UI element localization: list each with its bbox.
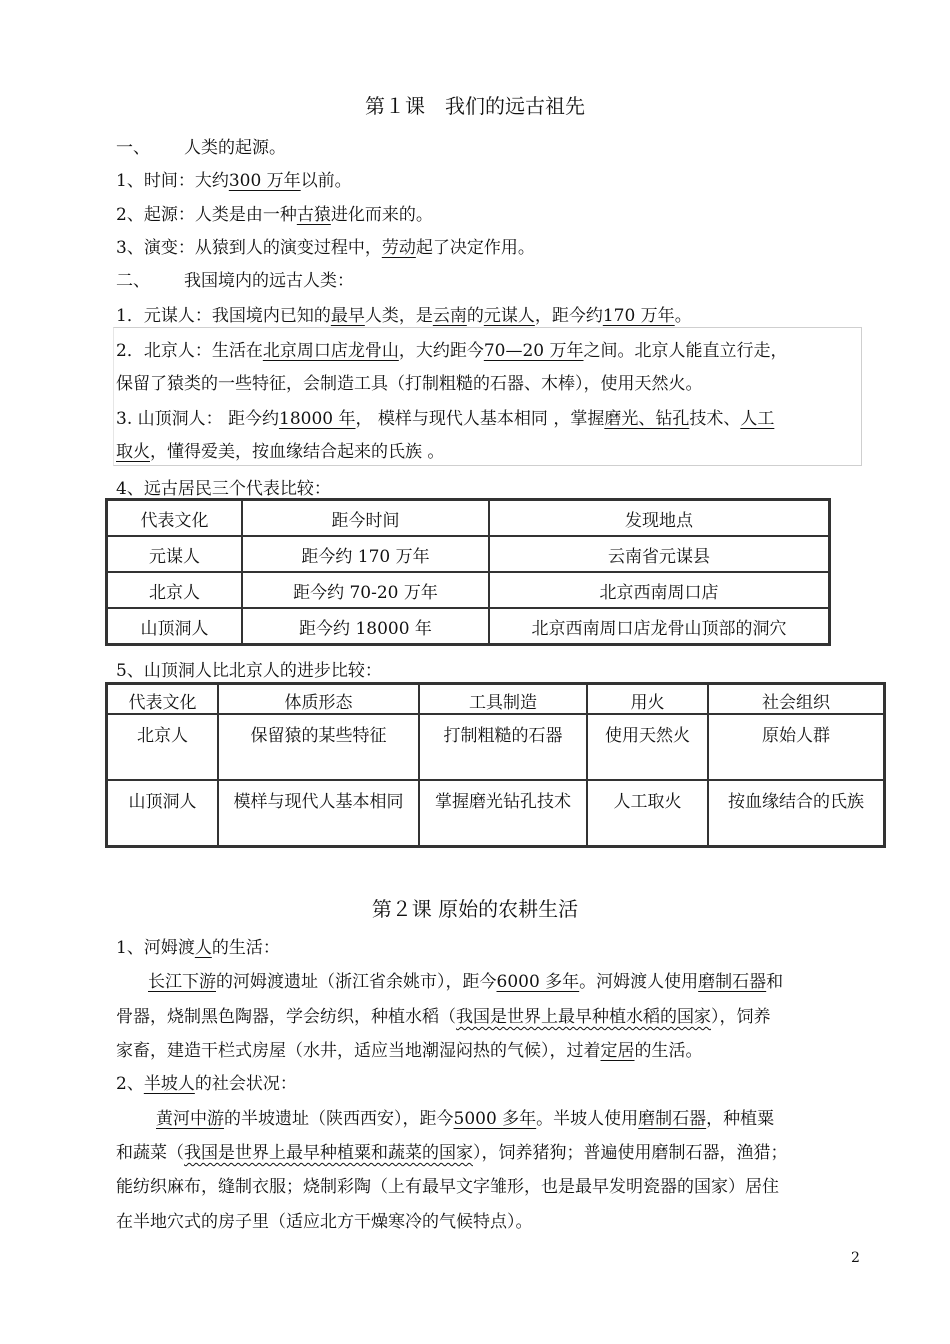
underlined-term: 5000 多年: [453, 1109, 537, 1129]
yuanmou-line: [116, 301, 692, 326]
banpo-paragraph-line-2: [116, 1138, 788, 1163]
text-segment: 骨器，烧制黑色陶器，学会纺织，种植水稻（: [116, 1007, 456, 1027]
underlined-term: 半坡人: [143, 1074, 195, 1094]
text-segment: 的生活：: [211, 938, 280, 958]
section1-heading: [116, 133, 286, 158]
underlined-term: 人工: [740, 409, 775, 429]
comparison-table-2: [105, 682, 886, 848]
table-cell: 保留猿的某些特征: [218, 714, 419, 780]
origin-source-line: [116, 200, 433, 225]
text-segment: ，懂得爱美，按血缘结合起来的氏族 。: [150, 442, 445, 462]
lesson1-title: 第１课 我们的远古祖先: [365, 94, 585, 118]
text-segment: 和: [766, 972, 784, 992]
underlined-term: 云南: [432, 306, 467, 326]
table-row: [107, 714, 884, 780]
underlined-term: 人: [194, 938, 212, 958]
table-cell: 人工取火: [587, 780, 708, 846]
underlined-term: 18000 年: [279, 409, 356, 429]
table-cell: 北京西南周口店龙骨山顶部的洞穴: [489, 608, 829, 644]
text-segment: 。半坡人使用: [536, 1109, 639, 1129]
text-segment: 技术、: [689, 409, 741, 429]
underlined-term: 磨制石器: [698, 972, 767, 992]
text-segment: 1．元谋人：我国境内已知的: [116, 306, 331, 326]
table-row: [107, 536, 829, 572]
table-header-cell: 代表文化: [107, 500, 242, 536]
hemudu-paragraph-line-2: [116, 1002, 771, 1027]
underlined-term: 取火: [116, 442, 150, 462]
lesson2-title: 第２课 原始的农耕生活: [371, 897, 579, 921]
table-header-cell: 工具制造: [419, 684, 587, 714]
table-cell: 打制粗糙的石器: [419, 714, 587, 780]
table-header-row: [107, 684, 884, 714]
text-segment: 。河姆渡人使用: [579, 972, 699, 992]
underlined-term: 170 万年: [602, 306, 675, 326]
table-header-cell: 社会组织: [708, 684, 884, 714]
table-row: [107, 572, 829, 608]
underlined-term: 6000 多年: [496, 972, 580, 992]
text-segment: 和蔬菜（: [116, 1143, 184, 1163]
table-cell: 山顶洞人: [107, 608, 242, 644]
table-header-cell: 发现地点: [489, 500, 829, 536]
text-segment: 进化而来的。: [330, 205, 433, 225]
text-segment: 1、时间：大约: [116, 171, 229, 191]
text-segment: 起了决定作用。: [415, 238, 535, 258]
table-cell: 原始人群: [708, 714, 884, 780]
table-row: [107, 608, 829, 644]
table-header-cell: 代表文化: [107, 684, 218, 714]
text-segment: 3、演变：从猿到人的演变过程中，: [116, 238, 382, 258]
hemudu-heading: [116, 933, 280, 958]
table-header-cell: 用火: [587, 684, 708, 714]
section1-text: 人类的起源。: [184, 138, 286, 158]
wavy-underlined-term: 我国是世界上最早种植粟和蔬菜的国家: [184, 1143, 473, 1163]
table-cell: 北京西南周口店: [489, 572, 829, 608]
text-segment: 2、起源：人类是由一种: [116, 205, 297, 225]
table-header-cell: 距今时间: [242, 500, 489, 536]
underlined-term: 最早: [330, 306, 365, 326]
section2-text: 我国境内的远古人类：: [184, 271, 354, 291]
text-segment: 以前。: [300, 171, 352, 191]
table1-caption: 4、远古居民三个代表比较：: [116, 479, 331, 499]
text-segment: 的社会状况：: [194, 1074, 297, 1094]
text-segment: 的半坡遗址（陕西西安），距今: [224, 1109, 454, 1129]
hemudu-paragraph-line-1: [148, 967, 783, 992]
table-cell: 距今约 170 万年: [242, 536, 489, 572]
table-cell: 北京人: [107, 572, 242, 608]
underlined-term: 劳动: [381, 238, 416, 258]
underlined-term: 定居: [600, 1041, 635, 1061]
section1-number: 一、: [116, 138, 150, 158]
table-cell: 掌握磨光钻孔技术: [419, 780, 587, 846]
text-segment: 家畜，建造干栏式房屋（水井，适应当地潮湿闷热的气候），过着: [116, 1041, 601, 1061]
section2-heading: [116, 266, 354, 291]
text-segment: ， 模样与现代人基本相同 ，掌握: [355, 409, 605, 429]
banpo-paragraph-line-3: 能纺织麻布，缝制衣服；烧制彩陶（上有最早文字雏形，也是最早发明瓷器的国家）居住: [116, 1177, 779, 1197]
text-segment: 3. 山顶洞人： 距今约: [116, 409, 280, 429]
table-cell: 山顶洞人: [107, 780, 218, 846]
banpo-paragraph-line-4: 在半地穴式的房子里（适应北方干燥寒冷的气候特点）。: [116, 1212, 533, 1232]
underlined-term: 北京周口店龙骨山: [262, 341, 399, 361]
page-number: 2: [851, 1250, 860, 1266]
origin-time-line: [116, 166, 352, 191]
text-segment: 的: [466, 306, 484, 326]
underlined-term: 磨光、钻孔: [604, 409, 690, 429]
text-segment: 的生活。: [634, 1041, 703, 1061]
banpo-heading: [116, 1069, 297, 1094]
text-segment: ，距今约: [534, 306, 603, 326]
table-cell: 距今约 18000 年: [242, 608, 489, 644]
table-cell: 距今约 70-20 万年: [242, 572, 489, 608]
table-row: [107, 780, 884, 846]
table-header-cell: 体质形态: [218, 684, 419, 714]
table-cell: 北京人: [107, 714, 218, 780]
text-segment: 2、: [116, 1074, 144, 1094]
table-cell: 云南省元谋县: [489, 536, 829, 572]
underlined-term: 元谋人: [483, 306, 535, 326]
section2-number: 二、: [116, 271, 150, 291]
text-segment: ，种植粟: [706, 1109, 775, 1129]
text-segment: 的河姆渡遗址（浙江省余姚市），距今: [216, 972, 497, 992]
text-segment: 之间。北京人能直立行走，: [583, 341, 788, 361]
underlined-term: 黄河中游: [156, 1109, 224, 1129]
table-header-row: [107, 500, 829, 536]
shandingdong-line-2: [116, 437, 444, 462]
underlined-term: 长江下游: [148, 972, 216, 992]
origin-evolution-line: [116, 233, 535, 258]
underlined-term: 300 万年: [228, 171, 301, 191]
underlined-term: 70—20 万年: [483, 341, 584, 361]
text-segment: 1、河姆渡: [116, 938, 195, 958]
banpo-paragraph-line-1: [156, 1104, 774, 1129]
hemudu-paragraph-line-3: [116, 1036, 703, 1061]
table-cell: 模样与现代人基本相同: [218, 780, 419, 846]
table2-caption: 5、山顶洞人比北京人的进步比较：: [116, 661, 382, 681]
text-segment: 。: [674, 306, 692, 326]
comparison-table-1: [105, 498, 831, 646]
wavy-underlined-term: 我国是世界上最早种植水稻的国家: [456, 1007, 711, 1027]
beijing-man-line: [116, 336, 788, 361]
text-segment: ，大约距今: [398, 341, 484, 361]
text-segment: ），饲养: [711, 1007, 771, 1027]
underlined-term: 磨制石器: [638, 1109, 707, 1129]
text-segment: ），饲养猪狗；普遍使用磨制石器，渔猎；: [473, 1143, 788, 1163]
table-cell: 元谋人: [107, 536, 242, 572]
underlined-term: 古猿: [296, 205, 331, 225]
table-cell: 使用天然火: [587, 714, 708, 780]
text-segment: 人类，是: [364, 306, 433, 326]
table-cell: 按血缘结合的氏族: [708, 780, 884, 846]
shandingdong-line: [116, 404, 774, 429]
text-segment: 2．北京人：生活在: [116, 341, 263, 361]
beijing-man-line-2: 保留了猿类的一些特征，会制造工具（打制粗糙的石器、木棒），使用天然火。: [116, 374, 703, 394]
